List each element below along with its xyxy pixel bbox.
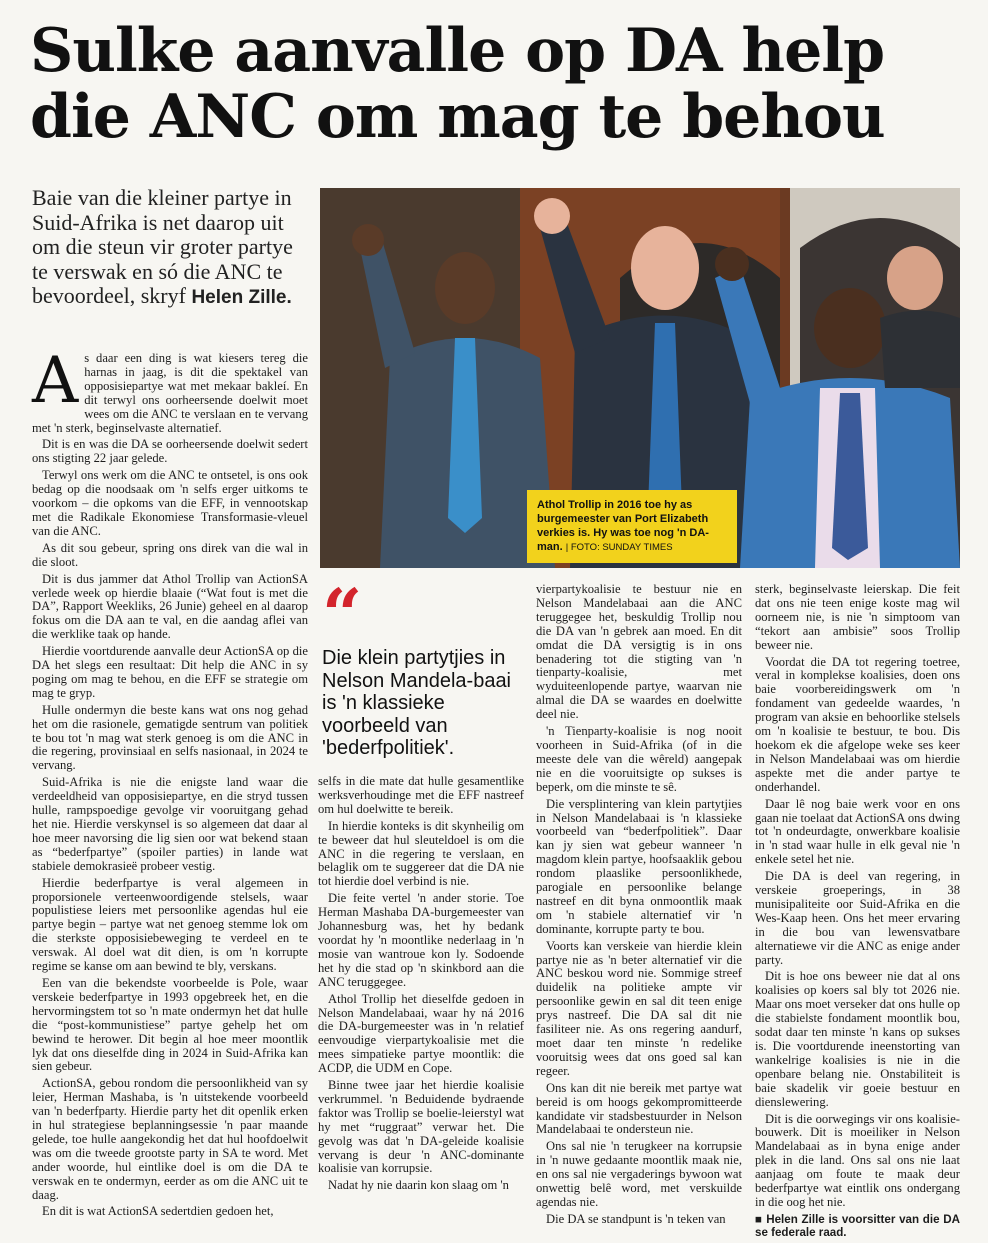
article-column-2 <box>318 775 524 1196</box>
col1-p1: s daar een ding is wat kiesers tereg die harnas in jaag, is dit die spektakel van opposisiepartye wat met mekaar bakleí. En dit terwyl ons oorheersende doelwit moet wees om die ANC te verslaan en te vervang met 'n sterk, beginselvaste alternatief. <box>32 351 308 435</box>
article-column-4 <box>755 583 960 1243</box>
article-column-1 <box>32 344 308 1222</box>
col4-p2: Voordat die DA tot regering toetree, veral in komplekse koalisies, doen ons baie voorbereidingswerk om 'n fondament van gedeelde waardes, 'n program van aksie en behoorlike stelsels om 'n koalisie te bestuur, te bou. Dis hoekom ek die afgelope weke ses keer in Nelson Mandelabaai was om hierdie aspekte met die ander partye te onderhandel. <box>755 654 960 794</box>
col1-p8: Suid-Afrika is nie die enigste land waar die verdeeldheid van opposisiepartye, en die stryd tussen hulle, rampspoedige gevolge vir vooruitgang gehad het nie. Hierdie verskynsel is so algemeen dat daar al hoe meer navorsing die lig sien oor wat bekend staan as “bederfpartye” (spoiler parties) in lande wat stabiele demokrasieë probeer vestig. <box>32 775 308 873</box>
col2-p3: Die feite vertel 'n ander storie. Toe Herman Mashaba DA-burgemeester van Johannesburg was, het hy bedank voordat hy 'n moontlike nederlaag in 'n mosie van wantroue kon ly. Sodoende het hy die stad op 'n skinkbord aan die ANC teruggegee. <box>318 891 524 989</box>
col3-p2: 'n Tienparty-koalisie is nog nooit voorheen in Suid-Afrika (of in die meeste dele van die wêreld) aangepak nie en die vooruitsigte op sukses is beperk, om die minste te sê. <box>536 724 742 794</box>
col3-p7: Die DA se standpunt is 'n teken van <box>546 1211 726 1226</box>
headline <box>30 18 960 150</box>
col1-p12: En dit is wat ActionSA sedertdien gedoen het, <box>42 1204 274 1219</box>
col1-p9: Hierdie bederfpartye is veral algemeen in proporsionele verteenwoordigende stelsels, waar populistiese leiers met persoonlike agendas hul eie partye begin – partye wat net genoeg stemme lok om die sterkste opposisiebeweging te verdeel en te verswak. Al doel wat dit dien, is om 'n korrupte regime se kanse om aan bewind te bly, verskans. <box>32 875 308 974</box>
standfirst <box>32 186 310 311</box>
author-note: ■ Helen Zille is voorsitter van die DA se federale raad. <box>755 1212 960 1240</box>
col1-p10: Een van die bekendste voorbeelde is Pole, waar verskeie bederfpartye in 1993 opgebreek het, en die hervormingstem tot so 'n mate ondermyn het dat hulle die “post-kommunistiese” partye gehelp het om bewind te herower. Dit begin al hoe meer moontlik lyk dat ons dieselfde ding in 2024 in Suid-Afrika kan sien gebeur. <box>32 975 308 1074</box>
col2-p6: Nadat hy nie daarin kon slaag om 'n <box>328 1178 509 1193</box>
photo-credit: | FOTO: SUNDAY TIMES <box>565 542 673 553</box>
headline-line-2: die ANC om mag te behou <box>30 82 885 152</box>
col3-p1: vierpartykoalisie te bestuur nie en Nelson Mandelabaai aan die ANC teruggegee het, beskuldig Trollip nou die DA van 'n gebrek aan moed. En dit omdat die DA versigtig is in ons benadering tot die stigting van 'n tienparty-koalisie, met wyduiteenlopende partye, waarvan nie almal die DA se waardes en doelwitte deel nie. <box>536 582 742 722</box>
col1-p4: As dit sou gebeur, spring ons direk van die wal in die sloot. <box>32 540 308 569</box>
col4-p5: Dit is hoe ons beweer nie dat al ons koalisies op koers sal bly tot 2026 nie. Maar ons moet verseker dat ons hulle op die stabielste fondament moontlik bou, sodat daar ten minste 'n kans op sukses is. Die voortdurende ineenstorting van wankelrige koalisies is nie in die openbare belang nie. Onstabiliteit is baie skadelik vir goeie bestuur en dienslewering. <box>755 969 960 1109</box>
col2-p1: selfs in die mate dat hulle gesamentlike werksverhoudinge met die EFF nastreef om hul doelwitte te bereik. <box>318 774 524 816</box>
col2-p2: In hierdie konteks is dit skynheilig om te beweer dat hul sleuteldoel is om die ANC in die regering te verslaan, en belaglik om te suggereer dat die DA nie tot hierdie doel verbind is nie. <box>318 818 524 889</box>
col1-p3: Terwyl ons werk om die ANC te ontsetel, is ons ook bedag op die noodsaak om 'n selfs erger uitkoms te voorkom – die opkoms van die EFF, in vennootskap met die Radikale Ekonomiese Transformasie-vleuel van die ANC. <box>32 468 308 538</box>
quote-mark-icon: “ <box>322 573 363 656</box>
lead-paragraph <box>32 344 308 435</box>
col3-p6: Ons sal nie 'n terugkeer na korrupsie in 'n nuwe gedaante moontlik maak nie, en ons sal nie vergaderings bywoon wat onwettig belê word, met verskuilde agendas nie. <box>536 1139 742 1209</box>
article-photo <box>320 188 960 568</box>
article-column-3 <box>536 583 742 1230</box>
headline-line-1: Sulke aanvalle op DA help <box>30 16 885 86</box>
pull-quote-text: Die klein partytjies in Nelson Mandela-baai is 'n klassieke voorbeeld van 'bederfpolitiek'. <box>322 647 512 759</box>
photo-caption <box>527 490 737 563</box>
standfirst-author: Helen Zille. <box>191 287 292 308</box>
standfirst-text: Baie van die kleiner partye in Suid-Afrika is net daarop uit om die steun vir groter partye te verswak en só die ANC te bevoordeel, skryf <box>32 185 293 308</box>
col1-p7: Hulle ondermyn die beste kans wat ons nog gehad het om die rasionele, gematigde sentrum van politiek te bou tot 'n mag wat sterk genoeg is om die ANC in die regering, provinsiaal en selfs nasionaal, in 2024 te vervang. <box>32 702 308 773</box>
col4-p4: Die DA is deel van regering, in verskeie groeperings, in 38 munisipaliteite oor Suid-Afrika en die Wes-Kaap heen. Ons het meer ervaring in die bou van lewensvatbare alternatiewe vir die ANC as enige ander party. <box>755 869 960 967</box>
drop-cap: A <box>32 344 79 418</box>
col1-p5: Dit is dus jammer dat Athol Trollip van ActionSA verlede week op hierdie blaaie (“Wat fout is met die DA”, Rapport Weekliks, 26 Junie) geheel en al daarop fokus om die DA aan te val, en die aandag aflei van die werklike taak op hande. <box>32 571 308 642</box>
col2-p5: Binne twee jaar het hierdie koalisie verkrummel. 'n Beduidende bydraende faktor was Trollip se boelie-leierstyl wat hy met “ruggraat” verwar het. Die gevolg was dat 'n DA-geleide koalisie vervang is deur 'n ANC-dominante koalisie van korrupsie. <box>318 1078 524 1176</box>
col4-p6: Dit is die oorwegings vir ons koalisie-bouwerk. Dit is moeiliker in Nelson Mandelabaai as in byna enige ander plek in die land. Ons sal ons nie laat aanjaag om foute te maak deur bederfpartye wat eintlik ons ondergang in die oog het nie. <box>755 1111 960 1209</box>
col4-p3: Daar lê nog baie werk voor en ons gaan nie toelaat dat ActionSA ons dwing tot 'n ondeurdagte, onwerkbare koalisie in 'n stad waar hulle in elk geval nie 'n enkele setel het nie. <box>755 796 960 867</box>
col3-p3: Die versplintering van klein partytjies in Nelson Mandelabaai is 'n klassieke voorbeeld van “bederfpolitiek”. Daar kan jy sien wat gebeur wanneer 'n magdom klein partye, hoofsaaklik gebou rondom plaaslike persoonlikhede, parogiale en persoonlike belange nastreef en dit byna onmoontlik maak om 'n stabiele alternatief vir 'n dominante, korrupte party te bou. <box>536 796 742 936</box>
col1-p6: Hierdie voortdurende aanvalle deur ActionSA op die DA het slegs een resultaat: Dit help die ANC in sy poging om mag te behou, en die EFF se strategie om mag te gryp. <box>32 644 308 700</box>
col4-p1: sterk, beginselvaste leierskap. Die feit dat ons nie teen enige koste mag wil oorneem nie, is nie 'n simptoom van “tekort aan ambisie” soos Trollip beweer nie. <box>755 582 960 652</box>
col2-p4: Athol Trollip het dieselfde gedoen in Nelson Mandelabaai, waar hy ná 2016 die DA-burgemeester was in 'n relatief eenvoudige vierpartykoalisie met die mees simpatieke partye moontlik: die ACDP, die UDM en Cope. <box>318 991 524 1076</box>
col1-p11: ActionSA, gebou rondom die persoonlikheid van sy leier, Herman Mashaba, is 'n uitstekende voorbeeld van 'n bederfparty. Hierdie party het dit openlik erken in hul strategiese beplanningsessie 'n paar maande gelede, toe hulle aangekondig het dat hul hoofdoelwit was om die tweede grootste party in SA te word. Met ander woorde, hul eintlike doel is om die DA te verswak en te ondermyn, eerder as om die ANC uit te daag. <box>32 1076 308 1202</box>
pull-quote <box>322 573 518 760</box>
col3-p4: Voorts kan verskeie van hierdie klein partye nie as 'n beter alternatief vir die ANC beskou word nie. Sommige streef duidelik na politieke ampte vir persoonlike gewin en sal dit teen enige prys nastreef. Die DA sal dit nie fasiliteer nie. As ons regering aandurf, moet daar ten minste 'n redelike vooruitsig wees dat ons goed sal kan regeer. <box>536 938 742 1078</box>
col1-p2: Dit is en was die DA se oorheersende doelwit sedert ons stigting 22 jaar gelede. <box>32 437 308 466</box>
col3-p5: Ons kan dit nie bereik met partye wat bereid is om hoogs gekompromitteerde kandidate vir stadsbestuurder in Nelson Mandelabaai te ondersteun nie. <box>536 1080 742 1137</box>
caption-text: Athol Trollip in 2016 toe hy as burgemeester van Port Elizabeth verkies is. Hy was toe nog 'n DA-man. <box>537 499 709 553</box>
